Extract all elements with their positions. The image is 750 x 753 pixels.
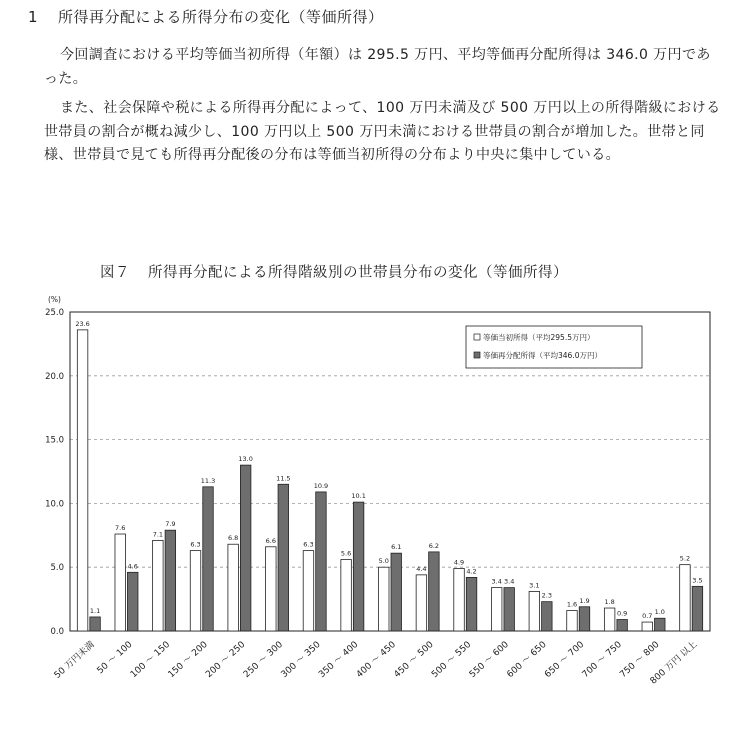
data-label-redistributed: 6.1 (391, 543, 402, 552)
paragraph-2-text: また、社会保障や税による所得再分配によって、100 万円未満及び 500 万円以上の所得階級における世帯員の割合が概ね減少し、100 万円以上 500 万円未満における世帯員の割合が増加した。世帯と同様、世帯員で見ても所得再分配後の分布は等価当初所得の分布より中央に集中している。 (44, 100, 721, 163)
bar-initial-income (567, 611, 578, 631)
data-label-redistributed: 1.0 (654, 608, 665, 617)
data-label-redistributed: 6.2 (428, 541, 440, 550)
bar-redistributed-income (316, 492, 327, 631)
bar-initial-income (680, 565, 691, 631)
x-tick-label: 450 ～ 500 (392, 639, 436, 681)
data-label-initial: 7.6 (115, 524, 126, 533)
x-tick-label: 350 ～ 400 (317, 639, 361, 681)
y-axis-label: (%) (48, 295, 61, 304)
bar-initial-income (642, 622, 653, 631)
section-title: 所得再分配による所得分布の変化（等価所得） (58, 8, 384, 26)
data-label-redistributed: 7.9 (165, 520, 176, 529)
x-tick-label: 250 ～ 300 (241, 639, 286, 681)
data-label-initial: 3.4 (491, 577, 502, 586)
data-label-initial: 3.1 (529, 581, 540, 590)
bar-initial-income (266, 547, 277, 631)
paragraph-1-text: 今回調査における平均等価当初所得（年額）は 295.5 万円、平均等価再分配所得は 346.0 万円であった。 (44, 47, 711, 87)
data-label-initial: 6.8 (227, 534, 239, 543)
bar-initial-income (379, 567, 390, 631)
legend-entry: 等価再分配所得（平均346.0万円） (483, 351, 602, 360)
bar-initial-income (416, 575, 427, 631)
x-tick-label: 550 ～ 600 (467, 639, 511, 681)
bar-initial-income (454, 568, 465, 631)
y-tick-label: 0.0 (50, 627, 64, 637)
paragraph-average-income (44, 44, 724, 91)
data-label-redistributed: 11.3 (200, 476, 216, 485)
bar-redistributed-income (504, 588, 515, 631)
bar-redistributed-income (655, 618, 666, 631)
data-label-redistributed: 3.4 (504, 577, 515, 586)
data-label-initial: 1.6 (566, 600, 578, 609)
bar-redistributed-income (617, 620, 628, 631)
data-label-initial: 5.6 (340, 549, 352, 558)
y-tick-label: 15.0 (45, 435, 64, 446)
y-tick-label: 20.0 (45, 371, 64, 382)
legend-swatch (474, 352, 480, 358)
data-label-redistributed: 0.9 (616, 609, 628, 618)
figure-number: 図７ (100, 265, 130, 281)
x-tick-label: 750 ～ 800 (618, 639, 662, 681)
data-label-initial: 7.1 (152, 530, 164, 539)
data-label-initial: 6.3 (303, 540, 314, 549)
x-tick-label: 700 ～ 750 (580, 639, 624, 681)
data-label-initial: 5.2 (679, 554, 691, 563)
data-label-redistributed: 11.5 (276, 474, 291, 483)
data-label-initial: 0.7 (642, 612, 653, 621)
bar-initial-income (341, 560, 352, 631)
legend-swatch (474, 334, 480, 340)
data-label-redistributed: 1.9 (579, 596, 590, 605)
section-number: 1 (28, 8, 39, 26)
x-tick-label: 100 ～ 150 (128, 639, 173, 681)
data-label-initial: 6.3 (190, 540, 201, 549)
data-label-redistributed: 3.5 (692, 576, 703, 585)
legend-entry: 等価当初所得（平均295.5万円） (483, 333, 595, 342)
bar-redistributed-income (165, 530, 176, 631)
data-label-initial: 5.0 (378, 557, 389, 566)
bar-redistributed-income (240, 465, 251, 631)
section-heading (28, 6, 384, 27)
x-tick-label: 150 ～ 200 (166, 639, 210, 681)
data-label-redistributed: 4.2 (466, 567, 477, 576)
x-tick-label: 400 ～ 450 (354, 639, 399, 681)
data-label-redistributed: 4.6 (127, 562, 138, 571)
bar-redistributed-income (466, 577, 477, 631)
x-tick-label: 800 万円 以上 (648, 639, 700, 687)
bar-redistributed-income (203, 487, 214, 631)
bar-initial-income (190, 551, 201, 631)
data-label-initial: 4.4 (416, 564, 427, 573)
y-tick-label: 25.0 (45, 308, 64, 318)
bar-initial-income (303, 551, 314, 631)
y-tick-label: 10.0 (45, 499, 64, 510)
x-tick-label: 200 ～ 250 (204, 639, 248, 681)
data-label-redistributed: 2.3 (541, 591, 553, 600)
bar-redistributed-income (579, 607, 590, 631)
x-tick-label: 600 ～ 650 (505, 639, 549, 681)
y-tick-label: 5.0 (50, 563, 64, 574)
data-label-initial: 23.6 (75, 319, 90, 328)
bar-redistributed-income (278, 484, 289, 631)
bar-initial-income (491, 588, 502, 631)
bar-redistributed-income (353, 502, 364, 631)
x-tick-label: 500 ～ 550 (430, 639, 474, 681)
data-label-redistributed: 13.0 (238, 455, 253, 464)
x-tick-label: 50 万円未満 (52, 639, 97, 681)
bar-redistributed-income (90, 617, 101, 631)
bar-redistributed-income (391, 553, 402, 631)
income-distribution-bar-chart (0, 284, 750, 753)
figure-title-text: 所得再分配による所得階級別の世帯員分布の変化（等価所得） (148, 265, 568, 281)
bar-redistributed-income (542, 602, 553, 631)
data-label-initial: 4.9 (453, 558, 465, 567)
figure-title (100, 261, 568, 282)
bar-initial-income (115, 534, 126, 631)
x-tick-label: 300 ～ 350 (279, 639, 323, 681)
bar-redistributed-income (692, 586, 703, 631)
bar-initial-income (153, 540, 164, 631)
paragraph-distribution-change (44, 97, 724, 168)
bar-initial-income (604, 608, 615, 631)
x-tick-label: 50 ～ 100 (95, 639, 135, 677)
data-label-redistributed: 10.1 (351, 492, 366, 501)
data-label-initial: 6.6 (265, 536, 276, 545)
bar-initial-income (228, 544, 239, 631)
bar-redistributed-income (429, 552, 440, 631)
x-tick-label: 650 ～ 700 (543, 639, 587, 681)
bar-initial-income (77, 330, 88, 631)
data-label-initial: 1.8 (604, 598, 615, 607)
bar-redistributed-income (127, 572, 137, 631)
bar-initial-income (529, 591, 540, 631)
data-label-redistributed: 10.9 (313, 481, 329, 490)
data-label-redistributed: 1.1 (89, 606, 101, 615)
